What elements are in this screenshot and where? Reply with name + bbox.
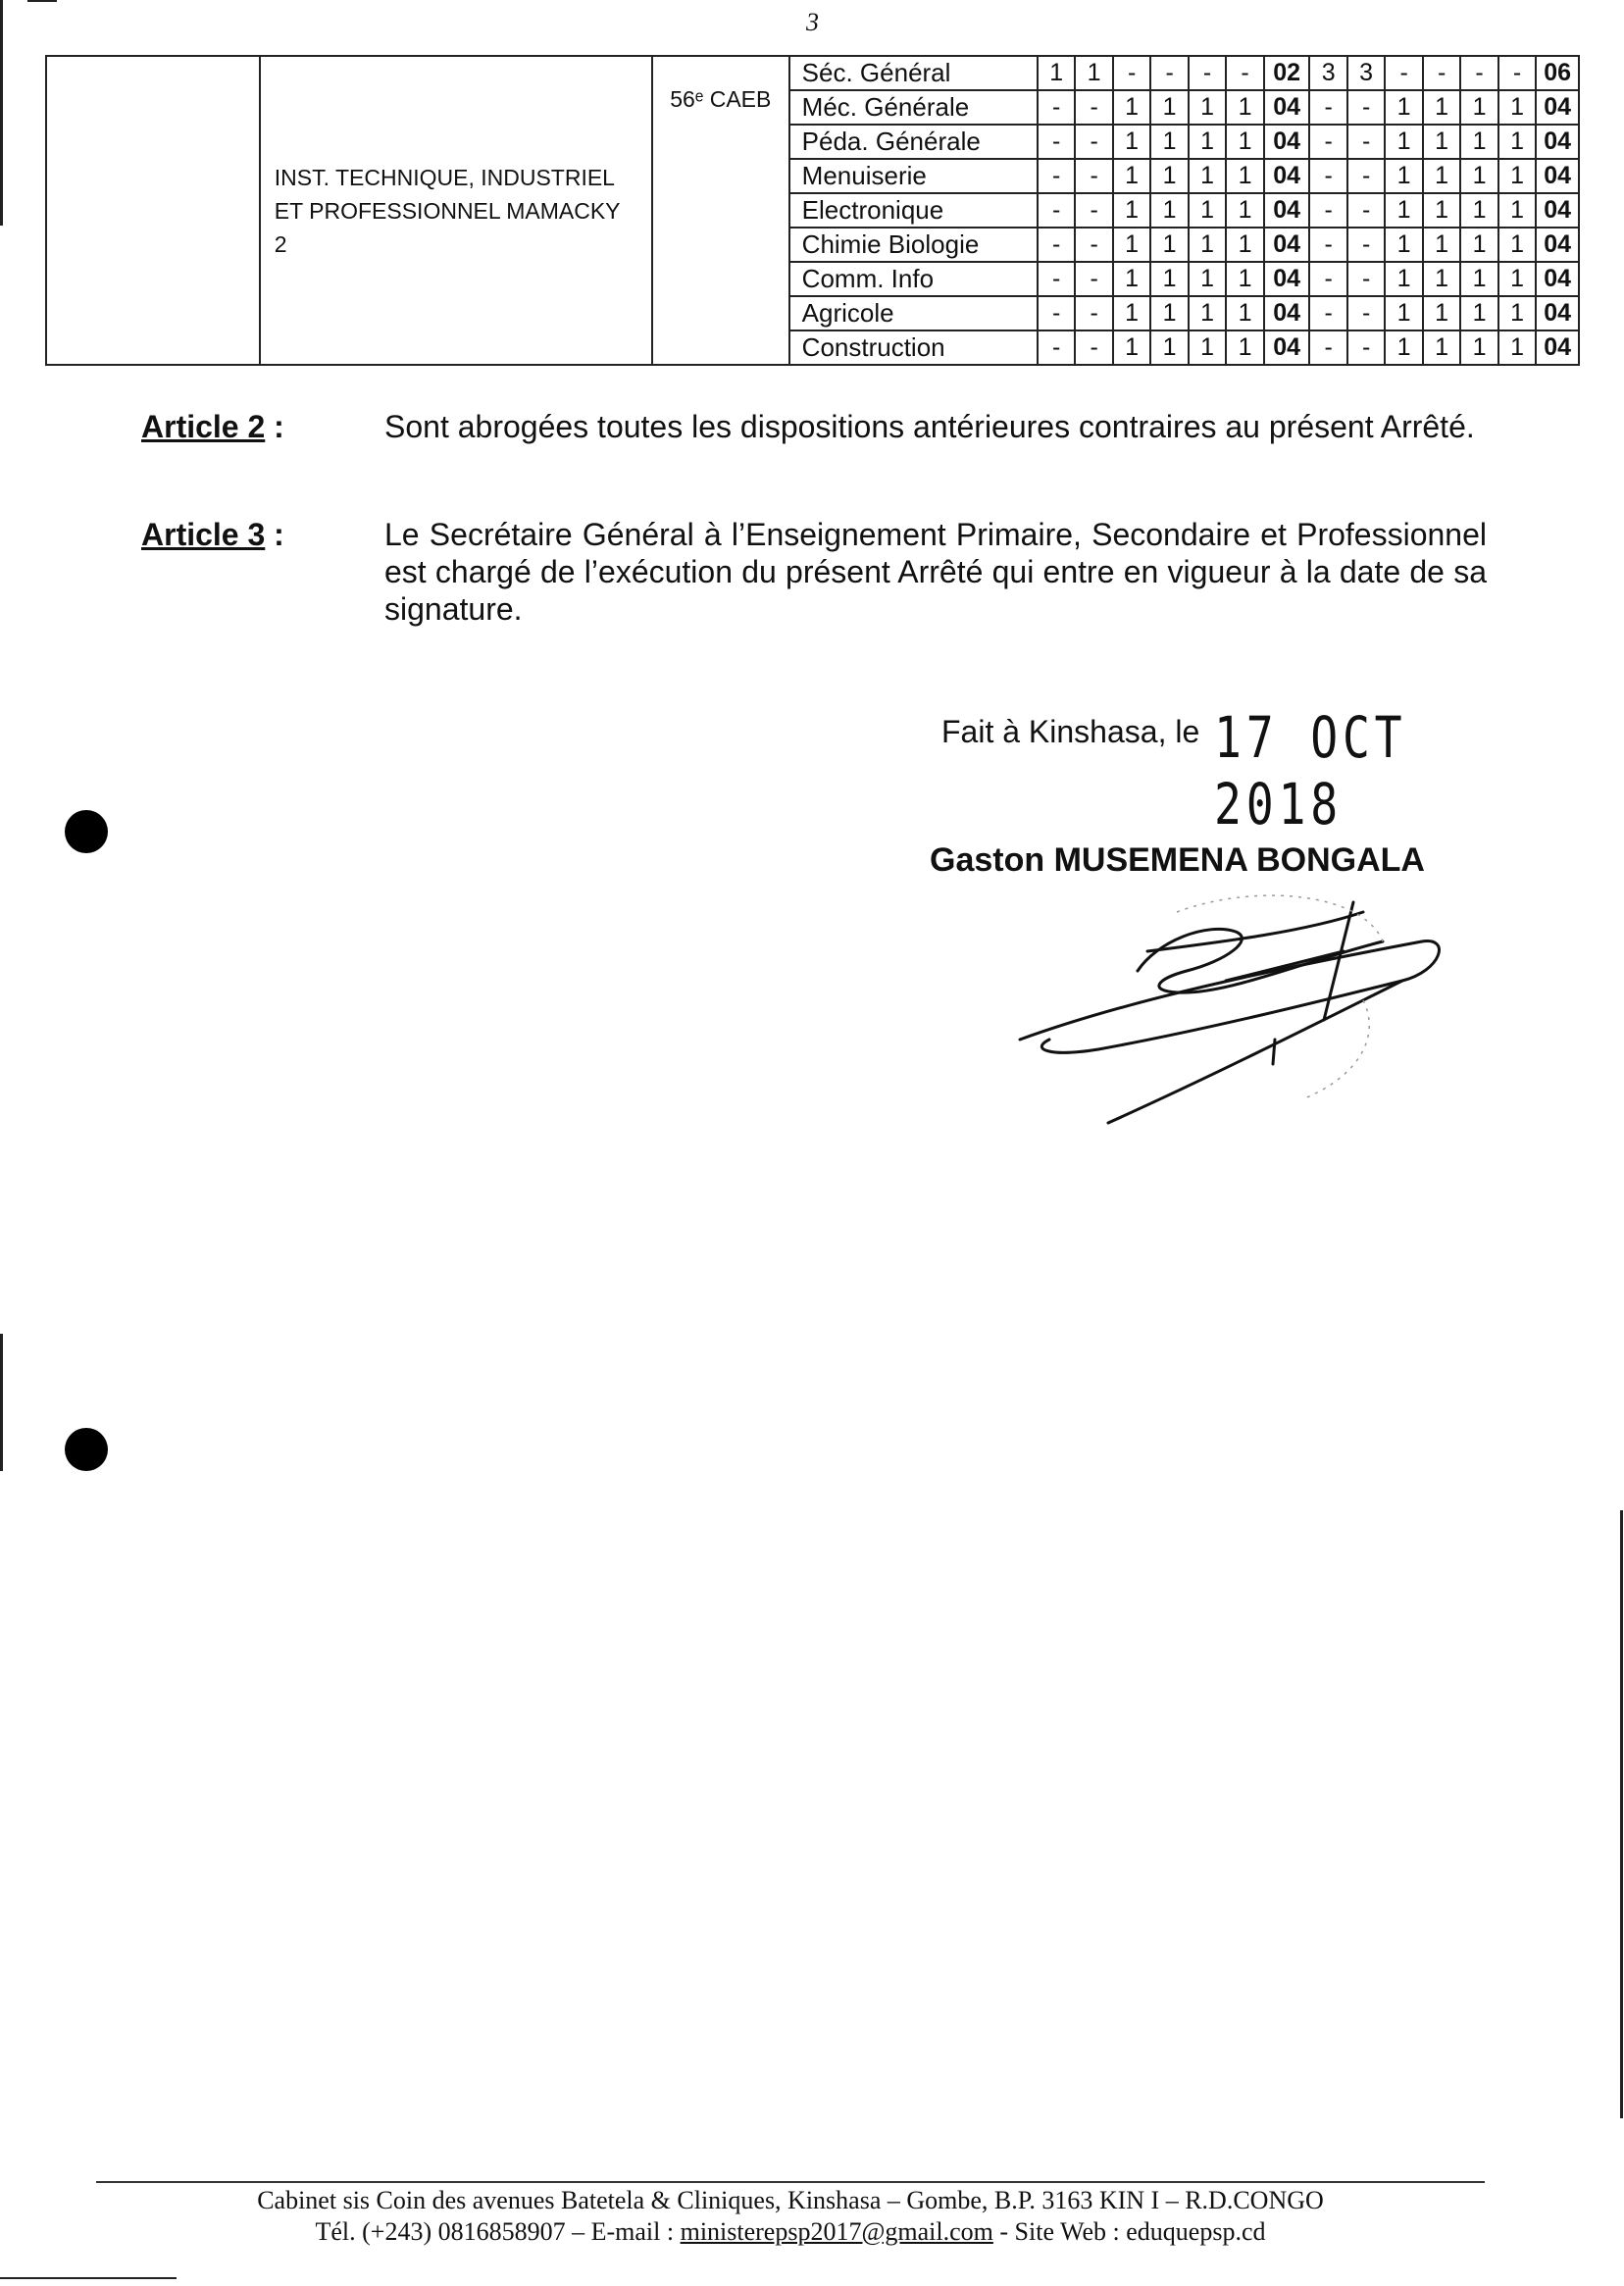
- footer-phone: Tél. (+243) 0816858907 – E-mail :: [315, 2217, 681, 2246]
- count-cell: -: [1038, 228, 1075, 262]
- count-cell: 1: [1423, 193, 1460, 228]
- count-cell: 1: [1150, 296, 1188, 330]
- count-cell: -: [1309, 193, 1346, 228]
- subtotal-cell: 04: [1264, 159, 1310, 193]
- count-cell: -: [1347, 159, 1385, 193]
- count-cell: 1: [1460, 228, 1497, 262]
- count-cell: -: [1385, 56, 1422, 90]
- footer-contact: [96, 2216, 1485, 2248]
- count-cell: -: [1309, 296, 1346, 330]
- count-cell: 1: [1423, 90, 1460, 125]
- count-cell: -: [1347, 90, 1385, 125]
- total-cell: 04: [1536, 125, 1579, 159]
- count-cell: 1: [1226, 193, 1263, 228]
- count-cell: -: [1309, 330, 1346, 365]
- count-cell: -: [1347, 228, 1385, 262]
- option-cell: Péda. Générale: [789, 125, 1038, 159]
- count-cell: 1: [1189, 90, 1226, 125]
- count-cell: 1: [1423, 159, 1460, 193]
- article-3-label: Article 3 :: [141, 517, 284, 552]
- count-cell: -: [1347, 330, 1385, 365]
- punch-hole: [65, 810, 108, 853]
- subtotal-cell: 02: [1264, 56, 1310, 90]
- count-cell: 1: [1150, 228, 1188, 262]
- signatory-name: Gaston MUSEMENA BONGALA: [930, 841, 1425, 879]
- count-cell: 1: [1113, 159, 1150, 193]
- option-cell: Méc. Générale: [789, 90, 1038, 125]
- count-cell: 1: [1385, 159, 1422, 193]
- count-cell: 1: [1150, 262, 1188, 296]
- blank-cell: [46, 56, 260, 365]
- count-cell: 3: [1309, 56, 1346, 90]
- count-cell: 1: [1189, 330, 1226, 365]
- count-cell: 1: [1460, 90, 1497, 125]
- count-cell: -: [1150, 56, 1188, 90]
- count-cell: 1: [1189, 262, 1226, 296]
- option-cell: Séc. Général: [789, 56, 1038, 90]
- count-cell: 1: [1038, 56, 1075, 90]
- footer-divider: [96, 2181, 1485, 2183]
- count-cell: 1: [1113, 296, 1150, 330]
- count-cell: 1: [1150, 125, 1188, 159]
- article-2: [141, 408, 1487, 445]
- count-cell: -: [1498, 56, 1536, 90]
- count-cell: -: [1038, 262, 1075, 296]
- count-cell: 1: [1385, 296, 1422, 330]
- count-cell: 1: [1113, 330, 1150, 365]
- scan-edge-mark: [0, 2277, 177, 2279]
- count-cell: 1: [1385, 262, 1422, 296]
- total-cell: 04: [1536, 193, 1579, 228]
- option-cell: Agricole: [789, 296, 1038, 330]
- count-cell: 1: [1189, 125, 1226, 159]
- count-cell: 1: [1226, 125, 1263, 159]
- footer-email-link[interactable]: ministerepsp2017@gmail.com: [680, 2217, 993, 2246]
- count-cell: 1: [1498, 193, 1536, 228]
- option-cell: Chimie Biologie: [789, 228, 1038, 262]
- count-cell: 1: [1460, 330, 1497, 365]
- count-cell: 1: [1075, 56, 1112, 90]
- subtotal-cell: 04: [1264, 90, 1310, 125]
- scan-edge-mark: [0, 1334, 3, 1471]
- count-cell: 3: [1347, 56, 1385, 90]
- count-cell: 1: [1423, 228, 1460, 262]
- punch-hole: [65, 1428, 108, 1471]
- count-cell: 1: [1226, 262, 1263, 296]
- count-cell: 1: [1226, 228, 1263, 262]
- total-cell: 06: [1536, 56, 1579, 90]
- count-cell: 1: [1385, 330, 1422, 365]
- count-cell: 1: [1150, 159, 1188, 193]
- subtotal-cell: 04: [1264, 330, 1310, 365]
- count-cell: 1: [1498, 90, 1536, 125]
- count-cell: -: [1075, 193, 1112, 228]
- school-name-cell: INST. TECHNIQUE, INDUSTRIEL ET PROFESSIONNEL MAMACKY 2: [260, 56, 652, 365]
- count-cell: 1: [1423, 125, 1460, 159]
- option-cell: Electronique: [789, 193, 1038, 228]
- total-cell: 04: [1536, 228, 1579, 262]
- subtotal-cell: 04: [1264, 262, 1310, 296]
- count-cell: 1: [1150, 330, 1188, 365]
- count-cell: -: [1075, 228, 1112, 262]
- count-cell: -: [1075, 125, 1112, 159]
- count-cell: 1: [1460, 193, 1497, 228]
- total-cell: 04: [1536, 262, 1579, 296]
- count-cell: 1: [1113, 193, 1150, 228]
- count-cell: -: [1113, 56, 1150, 90]
- count-cell: -: [1038, 330, 1075, 365]
- count-cell: 1: [1498, 228, 1536, 262]
- count-cell: 1: [1150, 193, 1188, 228]
- count-cell: 1: [1226, 159, 1263, 193]
- count-cell: -: [1226, 56, 1263, 90]
- count-cell: 1: [1113, 90, 1150, 125]
- count-cell: 1: [1226, 90, 1263, 125]
- count-cell: 1: [1423, 262, 1460, 296]
- count-cell: 1: [1113, 262, 1150, 296]
- option-cell: Construction: [789, 330, 1038, 365]
- count-cell: -: [1347, 125, 1385, 159]
- count-cell: 1: [1498, 159, 1536, 193]
- article-2-text: Sont abrogées toutes les dispositions antérieures contraires au présent Arrêté.: [384, 409, 1475, 444]
- allocation-table: [45, 55, 1580, 366]
- place-and-date-label: Fait à Kinshasa, le: [941, 714, 1200, 749]
- scan-edge-mark: [1620, 1510, 1623, 2118]
- count-cell: -: [1347, 262, 1385, 296]
- count-cell: 1: [1385, 228, 1422, 262]
- count-cell: 1: [1498, 125, 1536, 159]
- count-cell: 1: [1498, 262, 1536, 296]
- subtotal-cell: 04: [1264, 193, 1310, 228]
- count-cell: 1: [1189, 228, 1226, 262]
- count-cell: 1: [1113, 228, 1150, 262]
- option-cell: Comm. Info: [789, 262, 1038, 296]
- total-cell: 04: [1536, 90, 1579, 125]
- option-cell: Menuiserie: [789, 159, 1038, 193]
- total-cell: 04: [1536, 159, 1579, 193]
- count-cell: -: [1075, 90, 1112, 125]
- count-cell: 1: [1498, 296, 1536, 330]
- count-cell: -: [1309, 125, 1346, 159]
- article-2-label: Article 2 :: [141, 409, 284, 444]
- count-cell: 1: [1423, 296, 1460, 330]
- date-stamp: 17 OCT 2018: [1214, 704, 1407, 838]
- count-cell: -: [1347, 296, 1385, 330]
- count-cell: -: [1075, 296, 1112, 330]
- count-cell: -: [1423, 56, 1460, 90]
- count-cell: -: [1038, 90, 1075, 125]
- footer-address: Cabinet sis Coin des avenues Batetela & Cliniques, Kinshasa – Gombe, B.P. 3163 KIN I – R.D.CONGO: [257, 2186, 1324, 2214]
- subtotal-cell: 04: [1264, 228, 1310, 262]
- count-cell: 1: [1385, 193, 1422, 228]
- count-cell: -: [1075, 330, 1112, 365]
- count-cell: -: [1075, 262, 1112, 296]
- count-cell: -: [1038, 296, 1075, 330]
- count-cell: 1: [1113, 125, 1150, 159]
- count-cell: 1: [1189, 193, 1226, 228]
- scan-edge-mark: [0, 0, 3, 226]
- count-cell: 1: [1150, 90, 1188, 125]
- count-cell: 1: [1423, 330, 1460, 365]
- count-cell: 1: [1460, 262, 1497, 296]
- code-cell: 56ᵉ CAEB: [652, 56, 789, 365]
- count-cell: -: [1347, 193, 1385, 228]
- count-cell: -: [1038, 125, 1075, 159]
- count-cell: 1: [1385, 125, 1422, 159]
- count-cell: -: [1038, 193, 1075, 228]
- count-cell: -: [1460, 56, 1497, 90]
- scan-edge-mark: [27, 0, 57, 2]
- count-cell: -: [1309, 90, 1346, 125]
- subtotal-cell: 04: [1264, 125, 1310, 159]
- count-cell: -: [1309, 262, 1346, 296]
- count-cell: 1: [1385, 90, 1422, 125]
- handwritten-signature: [1010, 883, 1461, 1138]
- article-3-text: Le Secrétaire Général à l’Enseignement Primaire, Secondaire et Professionnel est chargé de l’exécution du présent Arrêté qui entre en vigueur à la date de sa signature.: [384, 517, 1487, 627]
- total-cell: 04: [1536, 296, 1579, 330]
- count-cell: 1: [1226, 330, 1263, 365]
- count-cell: 1: [1460, 159, 1497, 193]
- count-cell: 1: [1226, 296, 1263, 330]
- table-row: [46, 56, 1579, 90]
- article-3: [141, 516, 1487, 628]
- count-cell: 1: [1189, 159, 1226, 193]
- footer-website: - Site Web : eduquepsp.cd: [992, 2217, 1266, 2246]
- page-number: 3: [806, 8, 819, 36]
- count-cell: -: [1309, 228, 1346, 262]
- count-cell: -: [1309, 159, 1346, 193]
- count-cell: -: [1075, 159, 1112, 193]
- total-cell: 04: [1536, 330, 1579, 365]
- count-cell: 1: [1189, 296, 1226, 330]
- count-cell: 1: [1498, 330, 1536, 365]
- count-cell: 1: [1460, 296, 1497, 330]
- count-cell: -: [1189, 56, 1226, 90]
- subtotal-cell: 04: [1264, 296, 1310, 330]
- count-cell: 1: [1460, 125, 1497, 159]
- count-cell: -: [1038, 159, 1075, 193]
